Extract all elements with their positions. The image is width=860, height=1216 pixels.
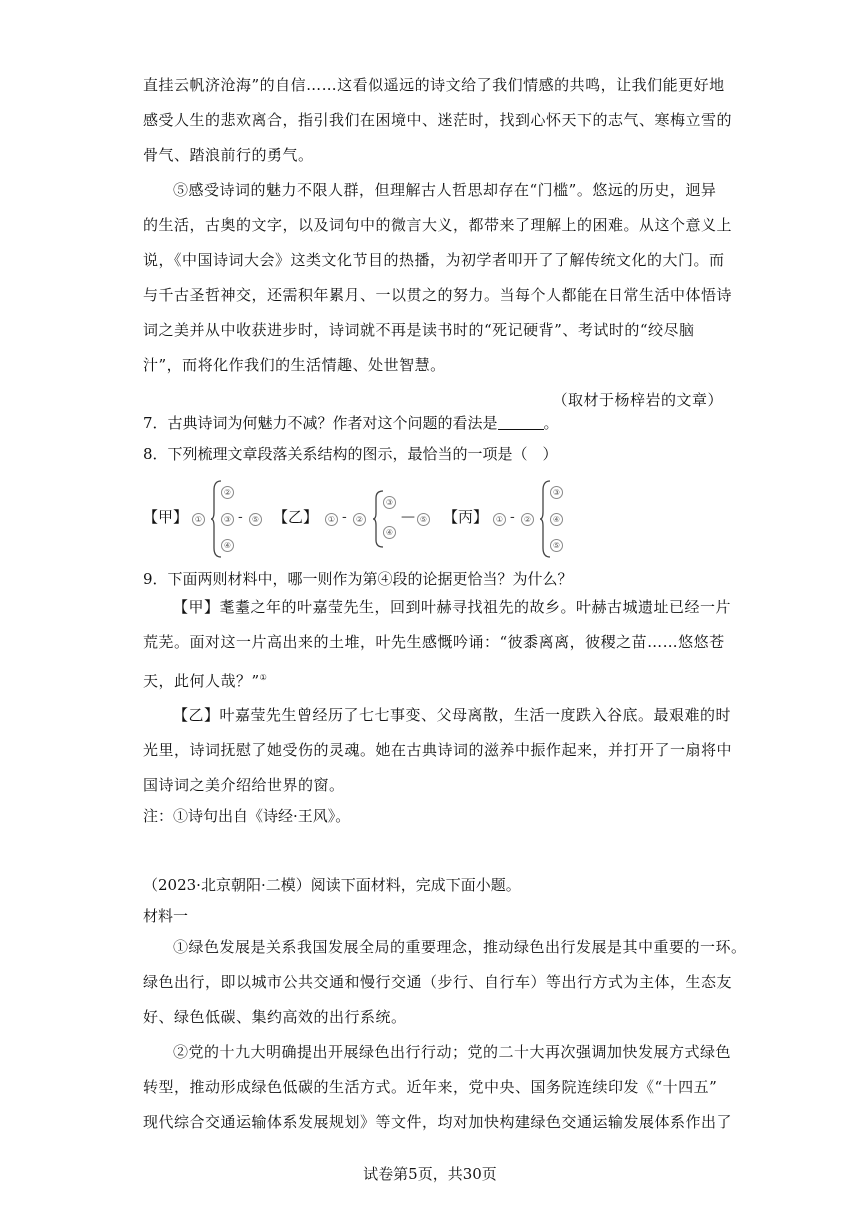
text-line: 汁”，而将化作我们的生活情趣、处世智慧。 [143, 356, 446, 374]
section2-paragraph-1 [143, 930, 747, 1035]
footnote-marker: ① [259, 673, 268, 682]
question-7-end: 。 [543, 414, 559, 432]
text-line: 直挂云帆济沧海”的自信……这看似遥远的诗文给了我们情感的共鸣，让我们能更好地 [143, 76, 725, 94]
question-9: 9．下面两则材料中，哪一则作为第④段的论据更恰当？为什么？ [143, 570, 573, 588]
text-line: 与千古圣哲神交，还需积年累月、一以贯之的努力。当每个人都能在日常生活中体悟诗 [143, 286, 733, 304]
section2-paragraph-2 [143, 1035, 733, 1140]
circle-3: ③ [550, 486, 563, 499]
circle-2: ② [521, 513, 534, 526]
structure-diagram [143, 478, 583, 560]
material-yi [143, 698, 733, 803]
text-line: 荒芜。面对这一片高出来的土堆，叶先生感慨吟诵：“彼黍离离，彼稷之苗……悠悠苍 [143, 633, 725, 651]
option-yi-label: 【乙】 [273, 508, 319, 526]
option-jia-label: 【甲】 [143, 508, 189, 526]
text-line: 好、绿色低碳、集约高效的出行系统。 [143, 1008, 407, 1026]
circle-2: ② [221, 486, 234, 499]
circle-4: ④ [383, 526, 396, 539]
circle-5: ⑤ [249, 513, 262, 526]
circle-4: ④ [221, 539, 234, 552]
circle-1: ① [325, 513, 338, 526]
dash-icon: - [238, 509, 243, 525]
circle-4: ④ [550, 513, 563, 526]
text-line: 天，此何人哉？” [143, 672, 260, 690]
circle-1: ① [192, 513, 205, 526]
text-line: ②党的十九大明确提出开展绿色出行行动；党的二十大再次强调加快发展方式绿色 [173, 1043, 732, 1061]
text-line: 说，《中国诗词大会》这类文化节目的热播，为初学者叩开了了解传统文化的大门。而 [143, 251, 725, 269]
brace-icon [372, 490, 384, 548]
question-7-text: 7．古典诗词为何魅力不减？作者对这个问题的看法是 [143, 414, 498, 432]
footnote: 注：①诗句出自《诗经·王风》。 [143, 807, 351, 825]
question-7 [143, 410, 559, 436]
material-label: 材料一 [143, 907, 189, 925]
circle-5: ⑤ [550, 539, 563, 552]
page-footer: 试卷第5页，共30页 [363, 1165, 497, 1183]
dash-icon: — [401, 509, 415, 525]
answer-blank[interactable] [498, 413, 544, 430]
text-line: 转型，推动形成绿色低碳的生活方式。近年来，党中央、国务院连续印发《“十四五” [143, 1078, 718, 1096]
question-8: 8．下列梳理文章段落关系结构的图示，最恰当的一项是（ ） [143, 445, 558, 463]
circle-1: ① [493, 513, 506, 526]
text-line: 现代综合交通运输体系发展规划》等文件，均对加快构建绿色交通运输发展体系作出了 [143, 1113, 733, 1131]
text-line: 【乙】叶嘉莹先生曾经历了七七事变、父母离散，生活一度跌入谷底。最艰难的时 [173, 706, 732, 724]
text-line: 国诗词之美介绍给世界的窗。 [143, 776, 345, 794]
option-bing-label: 【丙】 [443, 508, 489, 526]
text-line: ①绿色发展是关系我国发展全局的重要理念，推动绿色出行发展是其中重要的一环。 [173, 938, 747, 956]
circle-2: ② [353, 513, 366, 526]
circle-3: ③ [221, 513, 234, 526]
section-heading: （2023·北京朝阳·二模）阅读下面材料，完成下面小题。 [143, 876, 521, 894]
text-line: 骨气、踏浪前行的勇气。 [143, 146, 314, 164]
circle-5: ⑤ [417, 513, 430, 526]
text-line: 词之美并从中收获进步时，诗词就不再是读书时的“死记硬背”、考试时的“绞尽脑 [143, 321, 695, 339]
source-citation: （取材于杨梓岩的文章） [552, 391, 723, 409]
passage-paragraph-5 [143, 173, 733, 418]
material-jia [143, 590, 732, 695]
text-line: 绿色出行，即以城市公共交通和慢行交通（步行、自行车）等出行方式为主体，生态友 [143, 973, 733, 991]
passage-continuation [143, 68, 733, 173]
circle-3: ③ [383, 496, 396, 509]
text-line: 【甲】耄耋之年的叶嘉莹先生，回到叶赫寻找祖先的故乡。叶赫古城遗址已经一片 [173, 598, 732, 616]
text-line: 感受人生的悲欢离合，指引我们在困境中、迷茫时，找到心怀天下的志气、寒梅立雪的 [143, 111, 733, 129]
dash-icon: - [342, 509, 347, 525]
text-line: 光里，诗词抚慰了她受伤的灵魂。她在古典诗词的滋养中振作起来，并打开了一扇将中 [143, 741, 733, 759]
dash-icon: - [510, 509, 515, 525]
text-line: 的生活，古奥的文字，以及词句中的微言大义，都带来了理解上的困难。从这个意义上 [143, 216, 733, 234]
text-line: ⑤感受诗词的魅力不限人群，但理解古人哲思却存在“门槛”。悠远的历史，迥异 [173, 181, 717, 199]
